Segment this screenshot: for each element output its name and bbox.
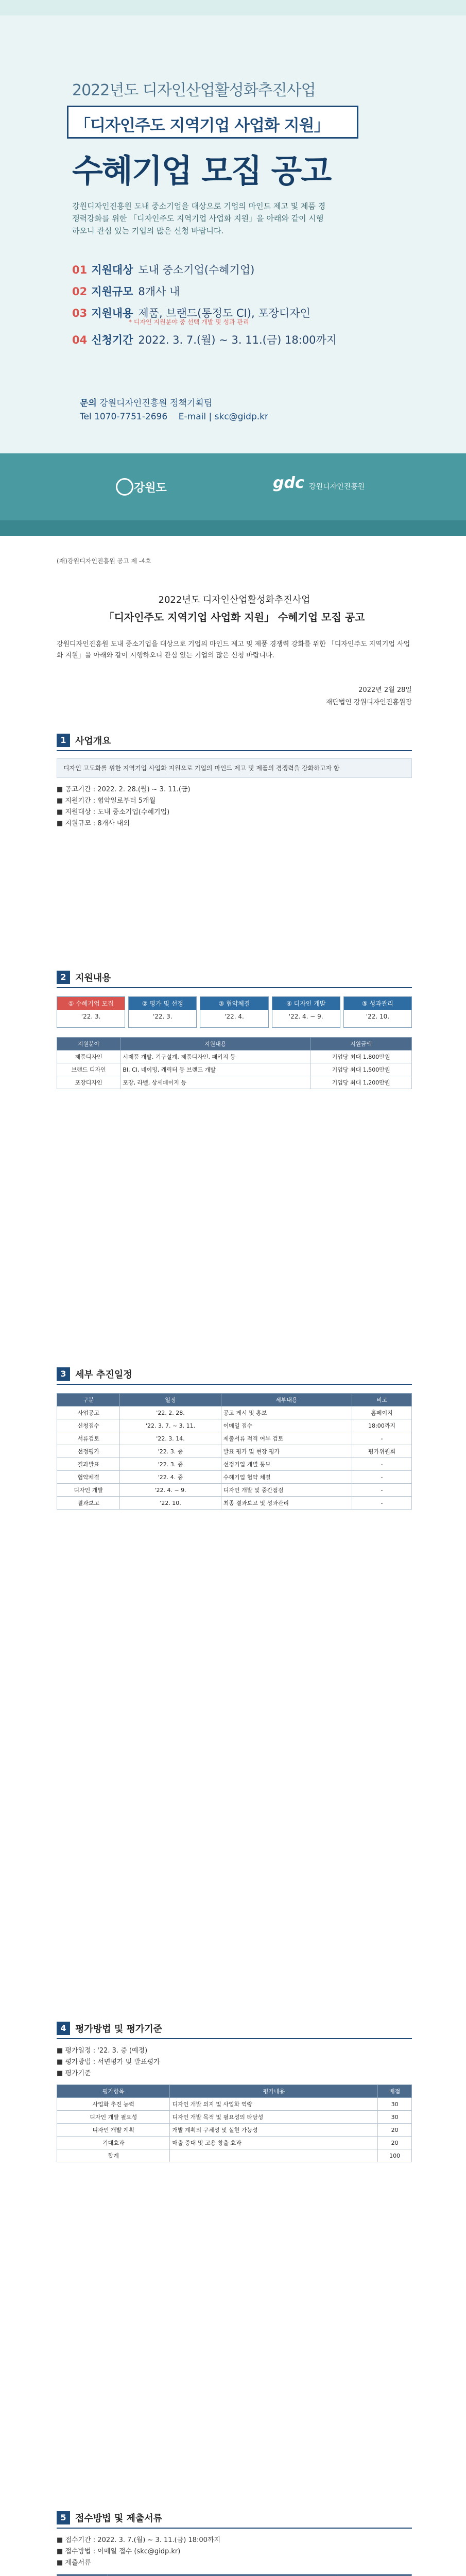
gdc-logo: gdc bbox=[273, 474, 304, 492]
table-cell: 기대효과 bbox=[57, 2137, 170, 2149]
section-header bbox=[57, 2020, 412, 2039]
section-title: 접수방법 및 제출서류 bbox=[75, 2513, 163, 2524]
gangwon-logo-icon bbox=[116, 478, 133, 496]
application-line: ■ 접수방법 : 이메일 접수 (skc@gidp.kr) bbox=[57, 2548, 181, 2555]
contact-email: E-mail | skc@gidp.kr bbox=[178, 412, 268, 422]
section-title: 평가방법 및 평가기준 bbox=[75, 2024, 163, 2035]
notice-year: 2022년도 디자인산업활성화추진사업 bbox=[158, 595, 310, 605]
section-header bbox=[57, 969, 412, 988]
item-label: 지원내용 bbox=[91, 307, 133, 319]
table-cell: 브랜드 디자인 bbox=[57, 1063, 120, 1076]
table-cell: 디자인 개발 의지 및 사업화 역량 bbox=[170, 2098, 378, 2111]
notice-date: 2022년 2월 28일 bbox=[358, 686, 412, 694]
table-cell: 결과발표 bbox=[57, 1458, 120, 1471]
banner-pretitle: 2022년도 디자인산업활성화추진사업 bbox=[72, 81, 316, 99]
table-cell: 서류검토 bbox=[57, 1432, 120, 1445]
table-cell: 디자인 개발 필요성 bbox=[57, 2111, 170, 2124]
step-label: ③ 협약체결 bbox=[200, 997, 268, 1010]
banner-item bbox=[72, 305, 337, 332]
table-row bbox=[57, 1076, 412, 1089]
process-step bbox=[200, 996, 268, 1028]
table-cell bbox=[170, 2149, 378, 2162]
item-value: 제품, 브랜드(통정도 CI), 포장디자인 bbox=[138, 307, 310, 319]
table-cell: 포장, 라벨, 상세페이지 등 bbox=[120, 1076, 310, 1089]
table-cell: 사업공고 bbox=[57, 1406, 120, 1419]
table-cell: - bbox=[352, 1471, 412, 1484]
table-row bbox=[57, 1432, 412, 1445]
section-number: 1 bbox=[57, 734, 70, 747]
application-line: ■ 제출서류 bbox=[57, 2559, 91, 2567]
step-label: ① 수혜기업 모집 bbox=[57, 997, 125, 1010]
table-cell: 개발 계획의 구체성 및 실현 가능성 bbox=[170, 2124, 378, 2137]
table-cell: 협약체결 bbox=[57, 1471, 120, 1484]
table-cell: 30 bbox=[378, 2111, 412, 2124]
gdc-logo-sub: 강원디자인진흥원 bbox=[309, 483, 365, 491]
section-title: 지원내용 bbox=[75, 973, 111, 984]
section-title: 세부 추진일정 bbox=[75, 1369, 132, 1380]
evaluation-line: ■ 평가방법 : 서면평가 및 발표평가 bbox=[57, 2058, 160, 2066]
item-note: * 디자인 지원분야 중 선택 개발 및 성과 관리 bbox=[129, 318, 249, 326]
section-evaluation bbox=[57, 2020, 412, 2162]
item-label: 지원규모 bbox=[91, 285, 133, 298]
table-row bbox=[57, 1497, 412, 1510]
table-cell: - bbox=[352, 1458, 412, 1471]
table-cell: 매출 증대 및 고용 창출 효과 bbox=[170, 2137, 378, 2149]
table-row bbox=[57, 2124, 412, 2137]
table-cell: 18:00까지 bbox=[352, 1419, 412, 1432]
overview-note: 디자인 고도화를 위한 지역기업 사업화 지원으로 기업의 마인드 제고 및 제품의 경쟁력을 강화하고자 함 bbox=[57, 758, 412, 778]
banner-footer-band bbox=[0, 520, 466, 536]
banner-item bbox=[72, 332, 337, 353]
table-cell: 제출서류 적격 여부 검토 bbox=[221, 1432, 352, 1445]
item-number: 04 bbox=[72, 334, 88, 346]
banner-item bbox=[72, 283, 337, 305]
table-row bbox=[57, 1050, 412, 1063]
banner-contact bbox=[80, 397, 268, 423]
item-number: 03 bbox=[72, 307, 88, 319]
table-cell: 100 bbox=[378, 2149, 412, 2162]
section-number: 3 bbox=[57, 1367, 70, 1381]
contact-org: 강원디자인진흥원 정책기획팀 bbox=[99, 398, 213, 409]
banner-description: 강원디자인진흥원 도내 중소기업을 대상으로 기업의 마인드 제고 및 제품 경쟁력강화를 위한 「디자인주도 지역기업 사업화 지원」을 아래와 같이 시행하오니 관심 있는 기업의 많은 신청 바랍니다. bbox=[72, 201, 326, 235]
overview-line: ■ 지원대상 : 도내 중소기업(수혜기업) bbox=[57, 808, 170, 816]
table-cell: 사업화 추진 능력 bbox=[57, 2098, 170, 2111]
section-title: 사업개요 bbox=[75, 736, 111, 747]
item-number: 02 bbox=[72, 285, 88, 298]
table-header-row bbox=[57, 1394, 412, 1406]
table-cell: 디자인 개발 및 중간점검 bbox=[221, 1484, 352, 1497]
step-date: '22. 3. bbox=[81, 1013, 101, 1020]
process-step bbox=[343, 996, 412, 1028]
section-header bbox=[57, 2509, 412, 2529]
table-cell: '22. 3. 14. bbox=[120, 1432, 221, 1445]
process-step bbox=[57, 996, 125, 1028]
column-header: 지원내용 bbox=[120, 1038, 310, 1050]
banner-item bbox=[72, 262, 337, 283]
table-cell: '22. 3. 중 bbox=[120, 1458, 221, 1471]
column-header bbox=[337, 2574, 412, 2576]
table-cell: '22. 4. 중 bbox=[120, 1471, 221, 1484]
table-row bbox=[57, 1484, 412, 1497]
table-row bbox=[57, 2098, 412, 2111]
item-label: 신청기간 bbox=[91, 334, 133, 346]
table-cell: 선정기업 개별 통보 bbox=[221, 1458, 352, 1471]
table-cell: 디자인 개발 목적 및 필요성의 타당성 bbox=[170, 2111, 378, 2124]
column-header: 평가내용 bbox=[170, 2085, 378, 2098]
evaluation-table bbox=[57, 2084, 412, 2162]
table-cell: 기업당 최대 1,500만원 bbox=[310, 1063, 412, 1076]
step-date: '22. 4. bbox=[225, 1013, 244, 1020]
overview-line: ■ 공고기간 : 2022. 2. 28.(월) ~ 3. 11.(금) bbox=[57, 786, 191, 793]
table-row bbox=[57, 2137, 412, 2149]
table-cell: - bbox=[352, 1432, 412, 1445]
section-support bbox=[57, 969, 412, 1089]
section-number: 4 bbox=[57, 2022, 70, 2035]
table-cell: 최종 결과보고 및 성과관리 bbox=[221, 1497, 352, 1510]
table-cell: 20 bbox=[378, 2124, 412, 2137]
table-cell: '22. 3. 중 bbox=[120, 1445, 221, 1458]
column-header: 지원분야 bbox=[57, 1038, 120, 1050]
column-header: 일정 bbox=[120, 1394, 221, 1406]
banner-title: 수혜기업 모집 공고 bbox=[72, 152, 331, 190]
table-cell: 홈페이지 bbox=[352, 1406, 412, 1419]
section-number: 5 bbox=[57, 2511, 70, 2524]
section-header bbox=[57, 732, 412, 751]
table-header-row bbox=[57, 1038, 412, 1050]
banner-key-items bbox=[72, 262, 337, 353]
table-cell: '22. 10. bbox=[120, 1497, 221, 1510]
banner-subtitle: 「디자인주도 지역기업 사업화 지원」 bbox=[75, 116, 330, 135]
announcement-banner bbox=[0, 0, 466, 536]
contact-tel: Tel 1070-7751-2696 bbox=[80, 412, 168, 422]
column-header: 배점 bbox=[378, 2085, 412, 2098]
table-cell: 포장디자인 bbox=[57, 1076, 120, 1089]
table-cell: '22. 4. ~ 9. bbox=[120, 1484, 221, 1497]
section-application bbox=[57, 2509, 412, 2576]
evaluation-line: ■ 평가일정 : '22. 3. 중 (예정) bbox=[57, 2047, 148, 2055]
column-header: 구분 bbox=[57, 1394, 120, 1406]
table-cell: 30 bbox=[378, 2098, 412, 2111]
table-cell: 이메일 접수 bbox=[221, 1419, 352, 1432]
table-cell: '22. 2. 28. bbox=[120, 1406, 221, 1419]
gangwon-logo-text: 강원도 bbox=[134, 482, 167, 495]
item-label: 지원대상 bbox=[91, 264, 133, 276]
table-row bbox=[57, 1406, 412, 1419]
table-cell: 평가위원회 bbox=[352, 1445, 412, 1458]
process-step bbox=[272, 996, 340, 1028]
column-header: 세부내용 bbox=[221, 1394, 352, 1406]
table-cell: 디자인 개발 계획 bbox=[57, 2124, 170, 2137]
table-cell: 시제품 개발, 기구설계, 제품디자인, 패키지 등 bbox=[120, 1050, 310, 1063]
table-cell: 제품디자인 bbox=[57, 1050, 120, 1063]
documents-table bbox=[57, 2574, 412, 2576]
step-label: ② 평가 및 선정 bbox=[129, 997, 196, 1010]
table-cell: 합계 bbox=[57, 2149, 170, 2162]
table-cell: 공고 게시 및 홍보 bbox=[221, 1406, 352, 1419]
overview-line: ■ 지원기간 : 협약일로부터 5개월 bbox=[57, 797, 156, 805]
table-header-row bbox=[57, 2574, 412, 2576]
table-cell: 선정평가 bbox=[57, 1445, 120, 1458]
item-value: 도내 중소기업(수혜기업) bbox=[138, 264, 255, 276]
table-row bbox=[57, 1471, 412, 1484]
table-cell: 결과보고 bbox=[57, 1497, 120, 1510]
step-label: ⑤ 성과관리 bbox=[344, 997, 411, 1010]
table-cell: 수혜기업 협약 체결 bbox=[221, 1471, 352, 1484]
table-cell: BI, CI, 네이밍, 캐릭터 등 브랜드 개발 bbox=[120, 1063, 310, 1076]
table-cell: '22. 3. 7. ~ 3. 11. bbox=[120, 1419, 221, 1432]
column-header: 평가항목 bbox=[57, 2085, 170, 2098]
step-date: '22. 3. bbox=[152, 1013, 172, 1020]
notice-title: 「디자인주도 지역기업 사업화 지원」 수혜기업 모집 공고 bbox=[103, 611, 365, 623]
table-row bbox=[57, 2149, 412, 2162]
section-schedule bbox=[57, 1365, 412, 1510]
column-header bbox=[57, 2574, 108, 2576]
step-date: '22. 10. bbox=[366, 1013, 390, 1020]
table-cell: 기업당 최대 1,200만원 bbox=[310, 1076, 412, 1089]
support-table bbox=[57, 1037, 412, 1089]
table-cell: 발표 평가 및 현장 평가 bbox=[221, 1445, 352, 1458]
table-cell: 기업당 최대 1,800만원 bbox=[310, 1050, 412, 1063]
banner-top-band bbox=[0, 0, 466, 15]
column-header: 지원금액 bbox=[310, 1038, 412, 1050]
table-row bbox=[57, 1063, 412, 1076]
table-cell: 20 bbox=[378, 2137, 412, 2149]
notice-org: 재단법인 강원디자인진흥원장 bbox=[325, 699, 412, 706]
notice-number: (재)강원디자인진흥원 공고 제 -4호 bbox=[57, 557, 151, 565]
table-cell: 디자인 개발 bbox=[57, 1484, 120, 1497]
section-number: 2 bbox=[57, 971, 70, 984]
column-header bbox=[108, 2574, 337, 2576]
table-cell: - bbox=[352, 1484, 412, 1497]
notice-header bbox=[77, 592, 391, 624]
section-overview bbox=[57, 732, 412, 829]
evaluation-line: ■ 평가기준 bbox=[57, 2070, 91, 2077]
banner-subtitle-box bbox=[67, 106, 358, 139]
item-number: 01 bbox=[72, 264, 88, 276]
table-row bbox=[57, 1458, 412, 1471]
table-row bbox=[57, 1445, 412, 1458]
contact-label: 문의 bbox=[80, 398, 97, 409]
table-header-row bbox=[57, 2085, 412, 2098]
step-label: ④ 디자인 개발 bbox=[272, 997, 340, 1010]
process-step bbox=[128, 996, 197, 1028]
item-value: 2022. 3. 7.(월) ~ 3. 11.(금) 18:00까지 bbox=[138, 334, 337, 346]
table-row bbox=[57, 1419, 412, 1432]
application-line: ■ 접수기간 : 2022. 3. 7.(월) ~ 3. 11.(금) 18:00까지 bbox=[57, 2536, 221, 2544]
item-value: 8개사 내 bbox=[138, 285, 180, 298]
notice-intro: 강원디자인진흥원 도내 중소기업을 대상으로 기업의 마인드 제고 및 제품 경쟁력 강화를 위한 「디자인주도 지역기업 사업화 지원」을 아래와 같이 시행하오니 관심 있는 기업의 많은 신청 바랍니다. bbox=[57, 640, 410, 659]
schedule-table bbox=[57, 1393, 412, 1510]
table-cell: 신청접수 bbox=[57, 1419, 120, 1432]
overview-line: ■ 지원규모 : 8개사 내외 bbox=[57, 820, 130, 827]
process-steps bbox=[57, 996, 412, 1028]
step-date: '22. 4. ~ 9. bbox=[288, 1013, 323, 1020]
table-row bbox=[57, 2111, 412, 2124]
table-cell: - bbox=[352, 1497, 412, 1510]
column-header: 비고 bbox=[352, 1394, 412, 1406]
section-header bbox=[57, 1365, 412, 1385]
